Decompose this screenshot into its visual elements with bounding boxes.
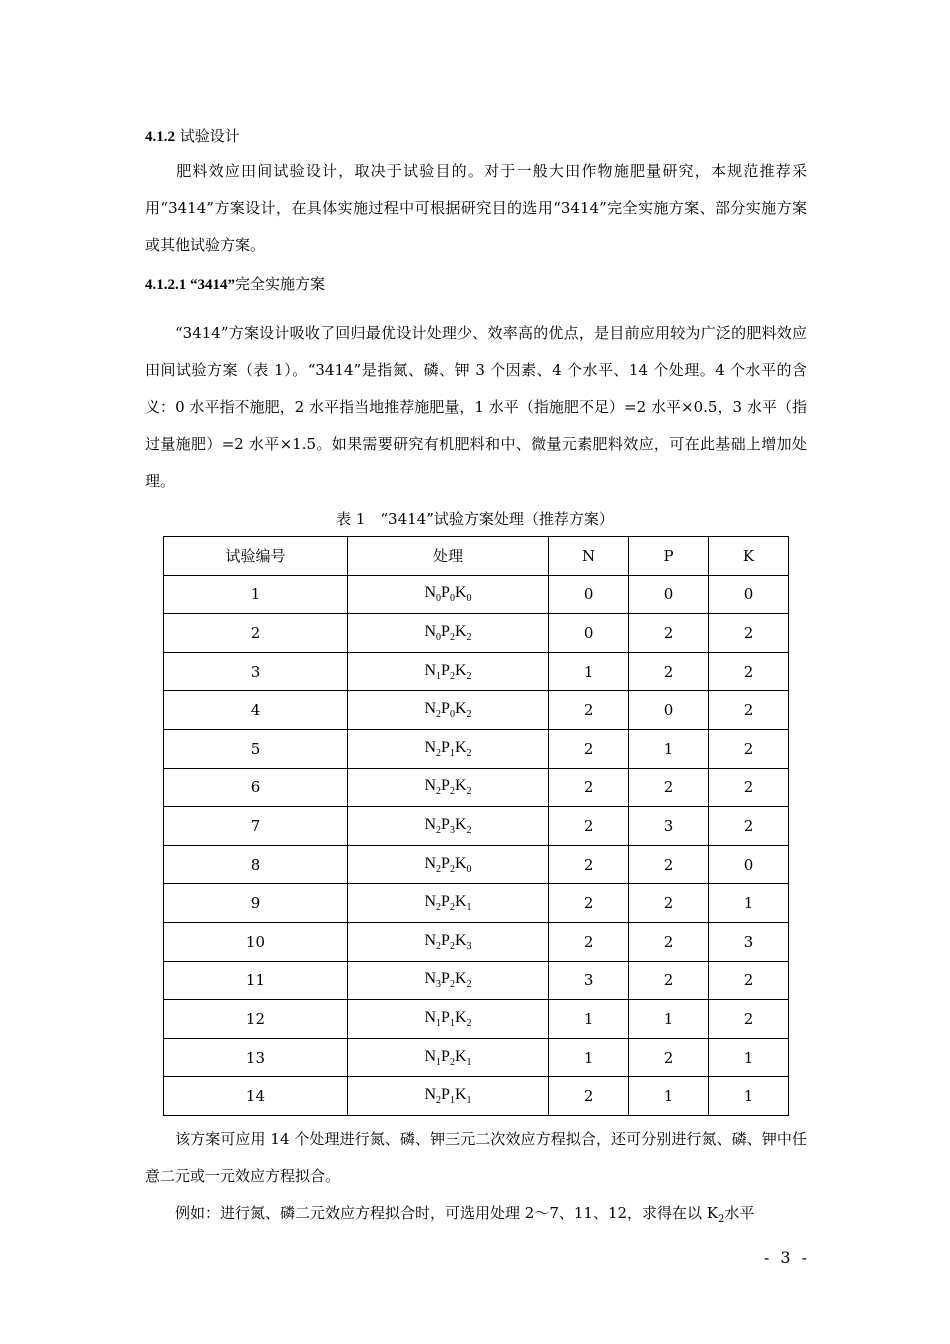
trial-number-cell: 13	[164, 1038, 348, 1077]
trial-number-cell: 7	[164, 807, 348, 846]
n-level-cell: 1	[549, 1038, 629, 1077]
treatment-cell: $N_0P_0K_0$	[347, 575, 548, 614]
section-number: 4.1.2.1 “3414”	[145, 277, 235, 293]
n-level-cell: 2	[549, 807, 629, 846]
n-level-cell: 0	[549, 575, 629, 614]
treatment-cell: $N_1P_1K_2$	[347, 1000, 548, 1039]
p-level-cell: 2	[629, 922, 709, 961]
n-level-cell: 2	[549, 691, 629, 730]
trial-number-cell: 9	[164, 884, 348, 923]
table-row	[164, 961, 789, 1000]
p-level-cell: 2	[629, 652, 709, 691]
k-level-cell: 1	[709, 884, 789, 923]
n-level-cell: 1	[549, 652, 629, 691]
trial-number-cell: 10	[164, 922, 348, 961]
k-level-cell: 2	[709, 691, 789, 730]
treatment-cell: $N_2P_0K_2$	[347, 691, 548, 730]
n-level-cell: 2	[549, 845, 629, 884]
section-title: 完全实施方案	[235, 275, 326, 293]
paragraph-3414-description	[145, 315, 807, 500]
p-level-cell: 2	[629, 845, 709, 884]
paragraph-text: “3414”方案设计吸收了回归最优设计处理少、效率高的优点，是目前应用较为广泛的肥料效应田间试验方案（表 1）。“3414”是指氮、磷、钾 3 个因素、4 个水平、14 个处理。4 个水平的含义：0 水平指不施肥，2 水平指当地推荐施肥量，1 水平（指施肥不足）=2 水平×0.5，3 水平（指过量施肥）=2 水平×1.5。如果需要研究有机肥料和中、微量元素肥料效应，可在此基础上增加处理。	[145, 324, 807, 490]
paragraph-example	[145, 1195, 807, 1238]
table-header-row	[164, 537, 789, 576]
treatment-cell: $N_2P_2K_2$	[347, 768, 548, 807]
trial-number-cell: 12	[164, 1000, 348, 1039]
p-level-cell: 0	[629, 691, 709, 730]
header-cell: P	[629, 537, 709, 576]
p-level-cell: 2	[629, 1038, 709, 1077]
section-number: 4.1.2	[145, 129, 175, 145]
trial-number-cell: 1	[164, 575, 348, 614]
treatment-cell: $N_1P_2K_1$	[347, 1038, 548, 1077]
treatment-cell: $N_3P_2K_2$	[347, 961, 548, 1000]
k-level-cell: 2	[709, 807, 789, 846]
treatment-cell: $N_2P_2K_0$	[347, 845, 548, 884]
section-title: 试验设计	[179, 127, 240, 145]
n-level-cell: 0	[549, 614, 629, 653]
p-level-cell: 2	[629, 961, 709, 1000]
k-level-cell: 0	[709, 845, 789, 884]
n-level-cell: 2	[549, 768, 629, 807]
treatment-cell: $N_2P_1K_1$	[347, 1077, 548, 1116]
p-level-cell: 2	[629, 614, 709, 653]
table-row	[164, 575, 789, 614]
trial-number-cell: 14	[164, 1077, 348, 1116]
p-level-cell: 1	[629, 1000, 709, 1039]
trial-number-cell: 3	[164, 652, 348, 691]
p-level-cell: 2	[629, 768, 709, 807]
trial-number-cell: 8	[164, 845, 348, 884]
trial-number-cell: 11	[164, 961, 348, 1000]
trial-number-cell: 4	[164, 691, 348, 730]
table-row	[164, 884, 789, 923]
table-row	[164, 845, 789, 884]
treatment-cell: $N_0P_2K_2$	[347, 614, 548, 653]
n-level-cell: 2	[549, 729, 629, 768]
paragraph-text: 该方案可应用 14 个处理进行氮、磷、钾三元二次效应方程拟合，还可分别进行氮、磷、钾中任意二元或一元效应方程拟合。	[145, 1130, 807, 1185]
n-level-cell: 2	[549, 922, 629, 961]
k-level-cell: 2	[709, 768, 789, 807]
subscript: 2	[718, 1214, 725, 1225]
table-row	[164, 652, 789, 691]
header-cell: 处理	[347, 537, 548, 576]
k-level-cell: 0	[709, 575, 789, 614]
header-cell: 试验编号	[164, 537, 348, 576]
page-number: - 3 -	[763, 1248, 810, 1267]
table-row	[164, 1000, 789, 1039]
treatment-cell: $N_1P_2K_2$	[347, 652, 548, 691]
table-row	[164, 691, 789, 730]
table-row	[164, 614, 789, 653]
n-level-cell: 3	[549, 961, 629, 1000]
k-level-cell: 3	[709, 922, 789, 961]
table-caption: 表 1 “3414”试验方案处理（推荐方案）	[336, 510, 614, 528]
n-level-cell: 1	[549, 1000, 629, 1039]
section-heading-4-1-2	[145, 125, 240, 146]
treatment-cell: $N_2P_1K_2$	[347, 729, 548, 768]
header-cell: K	[709, 537, 789, 576]
trial-number-cell: 5	[164, 729, 348, 768]
table-row	[164, 768, 789, 807]
table-row	[164, 729, 789, 768]
table-row	[164, 1077, 789, 1116]
n-level-cell: 2	[549, 1077, 629, 1116]
paragraph-text: 例如：进行氮、磷二元效应方程拟合时，可选用处理 2～7、11、12，求得在以 K	[175, 1204, 719, 1222]
treatment-cell: $N_2P_2K_3$	[347, 922, 548, 961]
table-row	[164, 922, 789, 961]
table-row	[164, 807, 789, 846]
k-level-cell: 2	[709, 961, 789, 1000]
table-row	[164, 1038, 789, 1077]
k-level-cell: 2	[709, 652, 789, 691]
trial-number-cell: 2	[164, 614, 348, 653]
p-level-cell: 1	[629, 729, 709, 768]
paragraph-fitting	[145, 1121, 807, 1195]
p-level-cell: 3	[629, 807, 709, 846]
treatment-cell: $N_2P_2K_1$	[347, 884, 548, 923]
k-level-cell: 2	[709, 729, 789, 768]
paragraph-text: 肥料效应田间试验设计，取决于试验目的。对于一般大田作物施肥量研究，本规范推荐采用“3414”方案设计，在具体实施过程中可根据研究目的选用“3414”完全实施方案、部分实施方案或其他试验方案。	[145, 162, 807, 254]
k-level-cell: 2	[709, 1000, 789, 1039]
treatment-cell: $N_2P_3K_2$	[347, 807, 548, 846]
p-level-cell: 1	[629, 1077, 709, 1116]
trial-number-cell: 6	[164, 768, 348, 807]
header-cell: N	[549, 537, 629, 576]
k-level-cell: 1	[709, 1038, 789, 1077]
n-level-cell: 2	[549, 884, 629, 923]
treatment-table	[163, 536, 789, 1116]
k-level-cell: 2	[709, 614, 789, 653]
paragraph-text: 水平	[724, 1204, 755, 1222]
p-level-cell: 2	[629, 884, 709, 923]
section-heading-4-1-2-1	[145, 273, 325, 294]
paragraph-design-intro	[145, 153, 807, 264]
p-level-cell: 0	[629, 575, 709, 614]
k-level-cell: 1	[709, 1077, 789, 1116]
